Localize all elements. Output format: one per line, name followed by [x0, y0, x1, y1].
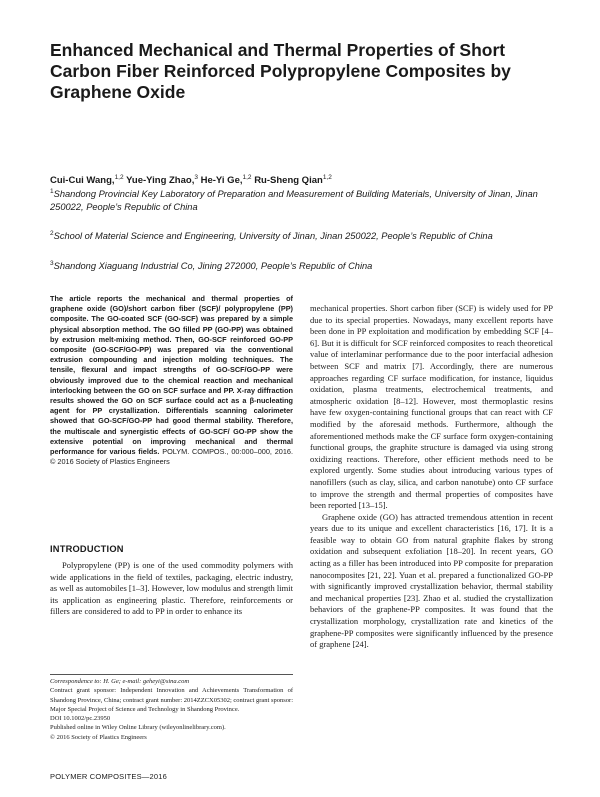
- affiliation-text: Shandong Xiaguang Industrial Co, Jining 272000, People’s Republic of China: [53, 261, 373, 272]
- affiliation-text: Shandong Provincial Key Laboratory of Preparation and Measurement of Building Materials, University of Jinan, Jinan 250022, People’s Republic of China: [50, 189, 538, 212]
- affiliation-marker: 1: [50, 188, 54, 195]
- abstract-citation: POLYM. COMPOS., 00:000–000, 2016. © 2016 Society of Plastics Engineers: [50, 447, 293, 467]
- affiliation-marker: 2: [50, 230, 54, 237]
- footnote-doi: DOI 10.1002/pc.23950: [50, 715, 111, 723]
- author-affiliation-marker: 3: [194, 174, 198, 181]
- author-affiliation-marker: 1,2: [242, 174, 252, 181]
- author-name: Cui-Cui Wang,: [50, 175, 115, 187]
- affiliation-text: School of Material Science and Engineering, University of Jinan, Jinan 250022, People’s Republic of China: [53, 231, 493, 242]
- footnote-correspondence: Correspondence to: H. Ge; e-mail: geheyi@sina.com: [50, 678, 190, 685]
- affiliation-marker: 3: [50, 260, 54, 267]
- body-paragraph: Graphene oxide (GO) has attracted tremendous attention in recent years due to its unique and excellent characteristics [16, 17]. It is a feasible way to obtain GO from natural graphite flakes by strong oxidation and subsequent exfoliation [18–20]. In recent years, GO acting as a filler has been introduced into PP composite for preparation nanocomposites [21, 22]. Yuan et al. prepared a functionalized GO-PP with significantly improved crystallization behavior, thermal stability and mechanical properties [23]. Zhao et al. studied the crystallization behaviors of the graphene-PP composites. It was found that the crystallization morphology, crystallization rate and kinetics of the graphene-PP composites were significantly influenced by the presence of graphene [24].: [310, 511, 553, 650]
- author-affiliation-marker: 1,2: [114, 174, 124, 181]
- footnotes: [50, 677, 293, 742]
- paper-title: Enhanced Mechanical and Thermal Properties of Short Carbon Fiber Reinforced Polypropylene Composites by Graphene Oxide: [50, 40, 511, 102]
- introduction-paragraph: Polypropylene (PP) is one of the used commodity polymers with wide applications in the field of textiles, packaging, electric industry, as well as automobiles [1–3]. However, low modulus and strength limit its application as engineering plastic. Therefore, reinforcements or fillers are considered to add to PP in order to enhance its: [50, 560, 293, 617]
- right-column: [310, 303, 553, 651]
- footnote-grant: Contract grant sponsor: Independent Innovation and Achievements Transformation of Shandong Province, China; contract grant number: 2014ZZCX05302; contract grant sponsor: Major Special Project of Science and Technology in Shandong Province.: [50, 687, 293, 713]
- section-heading-introduction: INTRODUCTION: [50, 544, 124, 554]
- author-name: Yue-Ying Zhao,: [126, 175, 195, 187]
- author-name: Ru-Sheng Qian: [254, 175, 323, 187]
- footnote-copyright: © 2016 Society of Plastics Engineers: [50, 733, 147, 741]
- affiliation-2: [50, 228, 555, 243]
- body-paragraph: mechanical properties. Short carbon fiber (SCF) is widely used for PP due to its special properties. Nowadays, many excellent reports have been done in PP exploitation and modification by embedding SCF [4–6]. But it is difficult for SCF reinforced composites to reach theoretical value of interlaminar performance due to the poor interfacial adhesion between SCF and matrix [7]. Accordingly, there are numerous approaches regarding CF surface modification, for instance, liquidus oxidation, plasma treatments, electrochemical treatments, and atmospheric oxidation [8–12]. However, most thermoplastic resins have few oxygen-containing functional groups that can react with CF modified by the aforesaid methods. Furthermore, although the aforementioned methods make the CF surface form oxygen-containing functional groups, the graphite structure is damaged via using strong oxidizing reactions. Therefore, other efficient methods need to be explored urgently. Some studies about introducing various types of nanofillers (such as clay, silica, and carbon nanotube) onto CF surface to improve the strength and thermal properties of composites have been reported [13–15].: [310, 303, 553, 511]
- footnote-divider: [50, 674, 293, 675]
- affiliation-3: [50, 258, 555, 273]
- page-footer: POLYMER COMPOSITES—2016: [50, 772, 167, 781]
- author-name: He-Yi Ge,: [200, 175, 243, 187]
- abstract-text: The article reports the mechanical and thermal properties of graphene oxide (GO)/short carbon fiber (SCF)/ polypropylene (PP) composite. The GO-coated SCF (GO-SCF) was prepared by a simple physical absorption method. The GO filled PP (GO-PP) was obtained by extrusion melt-mixing method. Then, GO-SCF reinforced GO-PP composite (GO-SCF/GO-PP) was prepared via the conventional extrusion compounding and injection molding techniques. The tensile, flexural and impact strengths of GO-SCF/GO-PP were obviously improved due to the chemical reaction and mechanical interlocking between the GO on SCF surface and PP. X-ray diffraction results showed the GO on SCF surface could act as a β-nucleating agent for PP crystallization. Differentials scanning calorimeter showed that GO-SCF/GO-PP had good thermal stability. Therefore, the multiscale and synergistic effects of GO-SCF/ GO-PP show the extensive potential on improving mechanical and thermal performance for various fields.: [50, 294, 293, 457]
- author-affiliation-marker: 1,2: [322, 174, 332, 181]
- author-list: [50, 174, 550, 186]
- affiliation-1: [50, 186, 555, 213]
- abstract: [50, 294, 293, 467]
- footnote-published: Published online in Wiley Online Library (wileyonlinelibrary.com).: [50, 724, 226, 732]
